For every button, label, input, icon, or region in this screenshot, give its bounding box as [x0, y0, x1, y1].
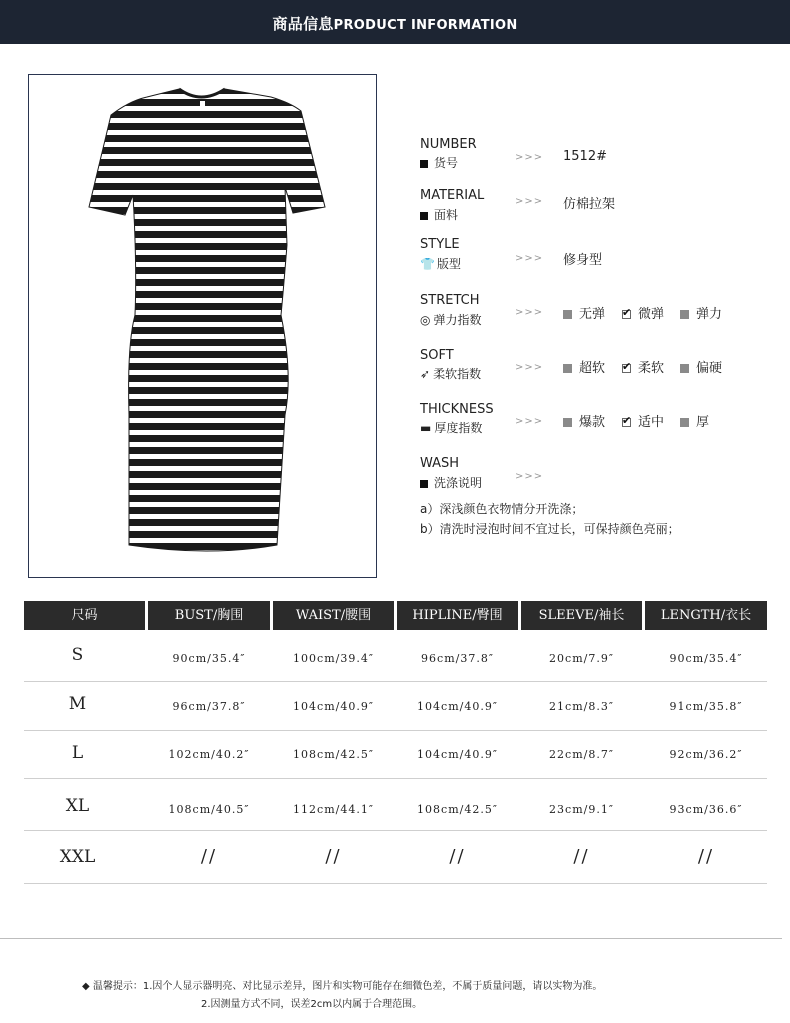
thickness-option-1: 爆款 — [563, 411, 605, 430]
arrow-wash: >>> — [515, 471, 544, 482]
wash-note-b: b）清洗时浸泡时间不宜过长，可保持颜色亮丽； — [420, 522, 680, 536]
unchecked-box-icon — [680, 418, 689, 427]
table-header-bust: BUST/胸围 — [148, 601, 270, 630]
square-bullet-icon — [420, 160, 428, 168]
wash-label: WASH — [420, 456, 460, 471]
header-banner — [0, 0, 790, 44]
soft-option-3: 偏硬 — [680, 357, 722, 376]
unchecked-box-icon — [563, 364, 572, 373]
soft-label-cn: ➶ 柔软指数 — [420, 367, 482, 381]
soft-option-1: 超软 — [563, 357, 605, 376]
table-header-hipline: HIPLINE/臀围 — [397, 601, 518, 630]
product-photo — [28, 74, 377, 578]
table-header-length: LENGTH/衣长 — [645, 601, 767, 630]
table-cell: 104cm/40.9″ — [293, 700, 374, 713]
table-cell: 108cm/42.5″ — [293, 748, 374, 761]
arrow-style: >>> — [515, 253, 544, 264]
table-cell: 23cm/9.1″ — [549, 803, 614, 816]
unchecked-box-icon — [680, 364, 689, 373]
tip-line-2: 2.因测量方式不同，误差2cm以内属于合理范围。 — [201, 999, 423, 1010]
style-value: 修身型 — [563, 253, 603, 268]
table-cell: // — [449, 846, 466, 867]
style-label-cn: 👕 版型 — [420, 257, 461, 271]
row-divider — [24, 681, 767, 682]
arrow-thickness: >>> — [515, 416, 544, 427]
wash-label-cn: 洗涤说明 — [420, 474, 482, 491]
table-cell: 96cm/37.8″ — [172, 700, 246, 713]
thickness-option-2: ✔ 适中 — [622, 411, 664, 430]
table-cell: 90cm/35.4″ — [172, 652, 246, 665]
shirt-icon: 👕 — [420, 257, 435, 271]
square-bullet-icon — [420, 212, 428, 220]
thickness-option-3: 厚 — [680, 411, 709, 430]
size-xxl: XXL — [59, 847, 96, 867]
table-cell: 108cm/42.5″ — [417, 803, 498, 816]
table-cell: 22cm/8.7″ — [549, 748, 614, 761]
stretch-label-cn: ◎ 弹力指数 — [420, 313, 482, 327]
row-divider — [24, 830, 767, 831]
arrow-number: >>> — [515, 152, 544, 163]
table-cell: 21cm/8.3″ — [549, 700, 614, 713]
thickness-label: THICKNESS — [420, 402, 494, 417]
number-label-cn: 货号 — [420, 154, 458, 171]
arrow-stretch: >>> — [515, 307, 544, 318]
size-m: M — [68, 694, 87, 714]
size-s: S — [71, 645, 84, 665]
table-cell: 20cm/7.9″ — [549, 652, 614, 665]
table-cell: 100cm/39.4″ — [293, 652, 374, 665]
table-cell: // — [325, 846, 342, 867]
row-divider — [24, 778, 767, 779]
layers-icon: ▬ — [420, 421, 432, 435]
table-cell: 93cm/36.6″ — [669, 803, 743, 816]
checked-box-icon — [622, 310, 631, 319]
table-cell: 104cm/40.9″ — [417, 700, 498, 713]
number-value: 1512# — [563, 149, 607, 164]
row-divider — [24, 730, 767, 731]
stretch-option-1: 无弹 — [563, 303, 605, 322]
table-cell: 102cm/40.2″ — [168, 748, 250, 761]
table-cell: 96cm/37.8″ — [421, 652, 494, 665]
table-cell: 108cm/40.5″ — [168, 803, 250, 816]
row-divider — [24, 883, 767, 884]
section-divider — [0, 938, 782, 939]
ring-icon: ◎ — [420, 313, 431, 327]
material-label-cn: 面料 — [420, 206, 458, 223]
tip-line-1: ◆ 温馨提示：1.因个人显示器明亮、对比显示差异，图片和实物可能存在细微色差，不属于质量问题，请以实物为准。 — [82, 981, 603, 992]
feather-icon: ➶ — [420, 367, 431, 381]
table-cell: 92cm/36.2″ — [669, 748, 743, 761]
style-label: STYLE — [420, 237, 460, 252]
table-cell: 90cm/35.4″ — [669, 652, 743, 665]
size-l: L — [71, 743, 84, 763]
stretch-label: STRETCH — [420, 293, 480, 308]
arrow-soft: >>> — [515, 362, 544, 373]
stretch-option-3: 弹力 — [680, 303, 722, 322]
unchecked-box-icon — [680, 310, 689, 319]
table-cell: 91cm/35.8″ — [669, 700, 743, 713]
checked-box-icon — [622, 364, 631, 373]
arrow-material: >>> — [515, 196, 544, 207]
unchecked-box-icon — [563, 418, 572, 427]
square-bullet-icon — [420, 480, 428, 488]
table-header-sleeve: SLEEVE/袖长 — [521, 601, 642, 630]
unchecked-box-icon — [563, 310, 572, 319]
striped-dress-image — [29, 75, 377, 578]
stretch-option-2: ✔ 微弹 — [622, 303, 664, 322]
table-header-size: 尺码 — [24, 601, 145, 630]
table-header-waist: WAIST/腰围 — [273, 601, 394, 630]
table-cell: 112cm/44.1″ — [293, 803, 374, 816]
page-title: 商品信息PRODUCT INFORMATION — [272, 15, 518, 33]
soft-label: SOFT — [420, 348, 454, 363]
table-cell: 104cm/40.9″ — [417, 748, 498, 761]
material-label: MATERIAL — [420, 188, 485, 203]
checked-box-icon — [622, 418, 631, 427]
number-label: NUMBER — [420, 137, 477, 152]
table-cell: // — [200, 846, 218, 867]
table-cell: // — [697, 846, 715, 867]
wash-note-a: a）深浅颜色衣物情分开洗涤； — [420, 502, 584, 516]
table-cell: // — [573, 846, 590, 867]
thickness-label-cn: ▬ 厚度指数 — [420, 421, 483, 435]
soft-option-2: ✔ 柔软 — [622, 357, 664, 376]
size-xl: XL — [65, 796, 90, 816]
material-value: 仿棉拉架 — [563, 197, 616, 212]
